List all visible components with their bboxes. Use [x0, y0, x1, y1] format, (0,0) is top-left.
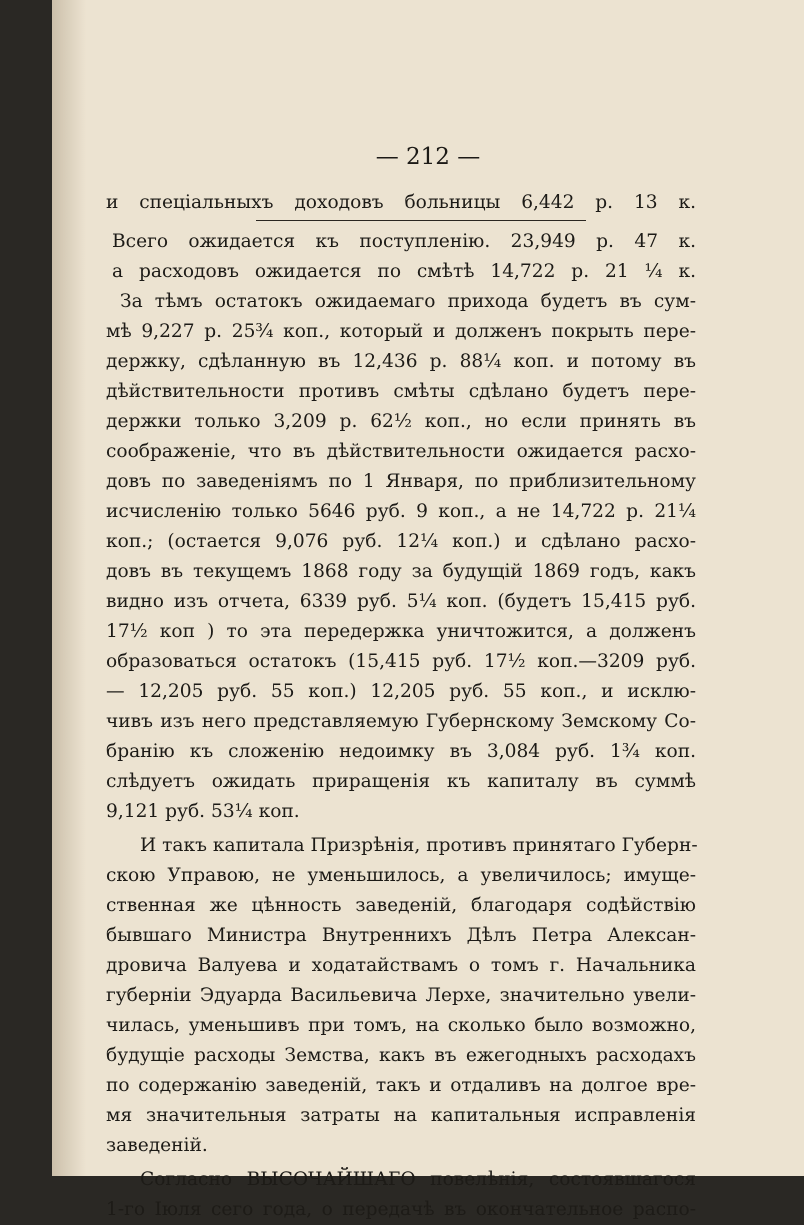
text-line: будущіе расходы Земства, какъ въ ежегодныхъ расходахъ — [106, 1045, 696, 1066]
paragraph-capital — [106, 831, 696, 1161]
book-page — [52, 0, 804, 1220]
text-line: соображеніе, что въ дѣйствительности ожидается расхо- — [106, 441, 696, 462]
text-line: бывшаго Министра Внутреннихъ Дѣлъ Петра Алексан- — [106, 925, 696, 946]
text-line: держки только 3,209 р. 62½ коп., но если принять въ — [106, 411, 696, 432]
special-income-line: и спеціальныхъ доходовъ больницы 6,442 р. 13 к. — [106, 192, 696, 213]
page-text — [106, 188, 696, 1225]
sum-divider — [256, 220, 586, 221]
expected-income-line: Всего ожидается къ поступленію. 23,949 р. 47 к. — [112, 231, 696, 252]
text-line: довъ по заведеніямъ по 1 Января, по приблизительному — [106, 471, 696, 492]
text-line: слѣдуетъ ожидать приращенія къ капиталу въ суммѣ — [106, 771, 696, 792]
text-line: заведеній. — [106, 1135, 208, 1156]
text-line: За тѣмъ остатокъ ожидаемаго прихода будетъ въ сум- — [120, 291, 696, 312]
expected-expenses-line: а расходовъ ожидается по смѣтѣ 14,722 р. 21 ¼ к. — [112, 261, 696, 282]
text-line: довъ въ текущемъ 1868 году за будущій 1869 годъ, какъ — [106, 561, 696, 582]
text-line: по содержанію заведеній, такъ и отдаливъ на долгое вре- — [106, 1075, 696, 1096]
text-line: дѣйствительности противъ смѣты сдѣлано будетъ пере- — [106, 381, 696, 402]
text-line: коп.; (остается 9,076 руб. 12¼ коп.) и сдѣлано расхо- — [106, 531, 696, 552]
text-line: образоваться остатокъ (15,415 руб. 17½ коп.—3209 руб. — [106, 651, 696, 672]
text-line: 17½ коп ) то эта передержка уничтожится, а долженъ — [106, 621, 696, 642]
text-line: видно изъ отчета, 6339 руб. 5¼ коп. (будетъ 15,415 руб. — [106, 591, 696, 612]
text-line: исчисленію только 5646 руб. 9 коп., а не 14,722 р. 21¼ — [106, 501, 696, 522]
paragraph-balance — [106, 287, 696, 827]
text-line: ственная же цѣнность заведеній, благодаря содѣйствію — [106, 895, 696, 916]
text-line: бранію къ сложенію недоимку въ 3,084 руб. 1¾ коп. — [106, 741, 696, 762]
text-line: скою Управою, не уменьшилось, а увеличилось; имуще- — [106, 865, 696, 886]
text-line: мя значительныя затраты на капитальныя исправленія — [106, 1105, 696, 1126]
text-line: чилась, уменьшивъ при томъ, на сколько было возможно, — [106, 1015, 696, 1036]
text-line: 1-го Іюля сего года, о передачѣ въ окончательное распо- — [106, 1199, 696, 1220]
text-line: чивъ изъ него представляемую Губернскому Земскому Со- — [106, 711, 696, 732]
text-line: держку, сдѣланную въ 12,436 р. 88¼ коп. и потому въ — [106, 351, 696, 372]
text-line: — 12,205 руб. 55 коп.) 12,205 руб. 55 коп., и исклю- — [106, 681, 696, 702]
text-line: И такъ капитала Призрѣнія, противъ принятаго Губерн- — [140, 835, 698, 856]
text-line: мѣ 9,227 р. 25¾ коп., который и долженъ покрыть пере- — [106, 321, 696, 342]
text-line: дровича Валуева и ходатайствамъ о томъ г. Начальника — [106, 955, 696, 976]
page-number: — 212 — — [375, 144, 481, 170]
paragraph-decree — [106, 1165, 696, 1225]
text-line: 9,121 руб. 53¼ коп. — [106, 801, 300, 822]
text-line: Согласно ВЫСОЧАЙШАГО повелѣнія, состоявшагося — [140, 1169, 696, 1190]
text-line: губерніи Эдуарда Васильевича Лерхе, значительно увели- — [106, 985, 696, 1006]
